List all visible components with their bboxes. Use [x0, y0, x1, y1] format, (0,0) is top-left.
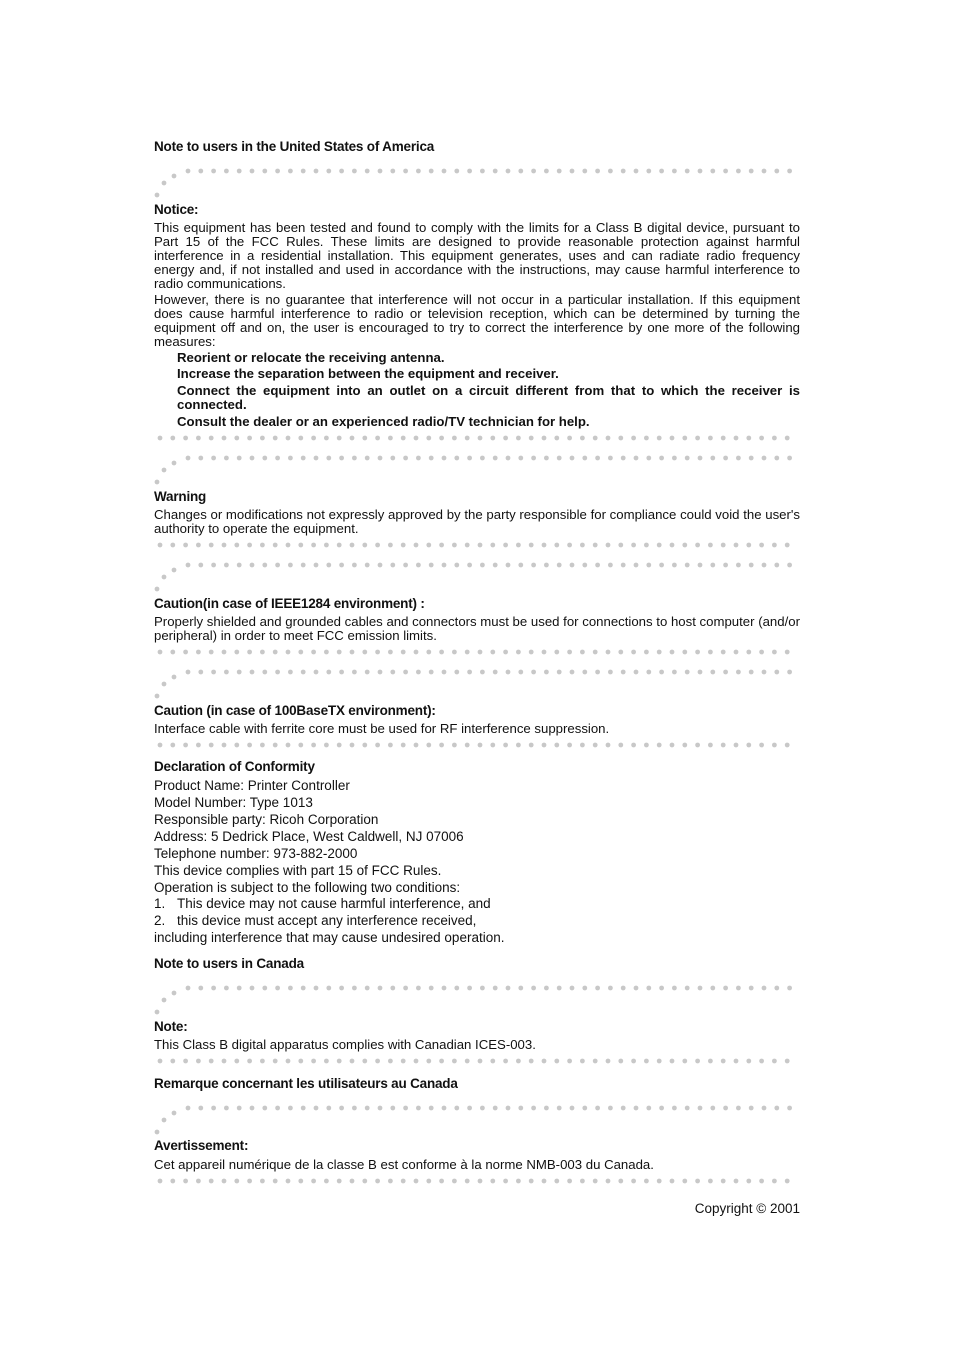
caution2-top-border — [154, 669, 800, 675]
declaration-line: Responsible party: Ricoh Corporation — [154, 812, 379, 827]
condition-text: this device must accept any interference received, — [177, 913, 477, 928]
warning-text: Changes or modifications not expressly approved by the party responsible for compliance could void the user's authority to operate the equipment. — [154, 507, 800, 536]
caution1-text: Properly shielded and grounded cables and connectors must be used for connections to host computer (and/or peripheral) in order to meet FCC emission limits. — [154, 614, 800, 643]
canada-fr-note-title: Avertissement: — [154, 1138, 249, 1153]
canada-note-top-border — [154, 985, 800, 991]
declaration-line: Address: 5 Dedrick Place, West Caldwell, NJ 07006 — [154, 829, 464, 844]
canada-fr-heading: Remarque concernant les utilisateurs au Canada — [154, 1076, 458, 1091]
declaration-line: Telephone number: 973-882-2000 — [154, 846, 358, 861]
notice-paragraph-1: This equipment has been tested and found to comply with the limits for a Class B digital device, pursuant to Part 15 of the FCC Rules. These limits are designed to provide reasonable protection against harmful interference in a residential installation. This equipment generates, uses and can radiate radio frequency energy and, if not installed and used in accordance with the instructions, may cause harmful interference to radio communications. — [154, 220, 800, 291]
declaration-line: Model Number: Type 1013 — [154, 795, 313, 810]
copyright: Copyright © 2001 — [694, 1201, 800, 1216]
declaration-line: This device complies with part 15 of FCC Rules. — [154, 863, 442, 878]
notice-bottom-border — [154, 435, 800, 441]
declaration-line: Product Name: Printer Controller — [154, 778, 350, 793]
measure-item: Connect the equipment into an outlet on a circuit different from that to which the receiver is connected. — [177, 383, 800, 412]
measure-item: Increase the separation between the equipment and receiver. — [177, 366, 559, 381]
canada-heading: Note to users in Canada — [154, 956, 304, 971]
canada-note-text: This Class B digital apparatus complies with Canadian ICES-003. — [154, 1037, 536, 1052]
notice-title: Notice: — [154, 202, 199, 217]
warning-title: Warning — [154, 489, 207, 504]
condition-number: 2. — [154, 913, 166, 928]
us-heading: Note to users in the United States of America — [154, 139, 435, 154]
caution1-bottom-border — [154, 649, 800, 655]
canada-note-bottom-border — [154, 1058, 800, 1064]
condition-item — [154, 895, 800, 912]
measure-item: Consult the dealer or an experienced radio/TV technician for help. — [177, 414, 590, 429]
condition-item — [154, 912, 800, 929]
notice-top-border — [154, 168, 800, 174]
canada-fr-note-text: Cet appareil numérique de la classe B est conforme à la norme NMB-003 du Canada. — [154, 1157, 654, 1172]
canada-fr-note-top-border — [154, 1105, 800, 1111]
declaration-closing: including interference that may cause undesired operation. — [154, 930, 505, 945]
condition-text: This device may not cause harmful interference, and — [177, 896, 491, 911]
caution1-top-border — [154, 562, 800, 568]
declaration-line: Operation is subject to the following two conditions: — [154, 880, 461, 895]
caution1-title: Caution(in case of IEEE1284 environment) : — [154, 596, 425, 611]
condition-number: 1. — [154, 896, 166, 911]
notice-paragraph-2: However, there is no guarantee that interference will not occur in a particular installation. If this equipment does cause harmful interference to radio or television reception, which can be determined by turning the equipment off and on, the user is encouraged to try to correct the interference by one more of the following measures: — [154, 292, 800, 349]
warning-bottom-border — [154, 542, 800, 548]
caution2-text: Interface cable with ferrite core must be used for RF interference suppression. — [154, 721, 610, 736]
caution2-bottom-border — [154, 742, 800, 748]
declaration-title: Declaration of Conformity — [154, 759, 315, 774]
measure-item: Reorient or relocate the receiving antenna. — [177, 350, 445, 365]
canada-note-title: Note: — [154, 1019, 188, 1034]
canada-fr-note-bottom-border — [154, 1178, 800, 1184]
caution2-title: Caution (in case of 100BaseTX environment): — [154, 703, 436, 718]
warning-top-border — [154, 455, 800, 461]
